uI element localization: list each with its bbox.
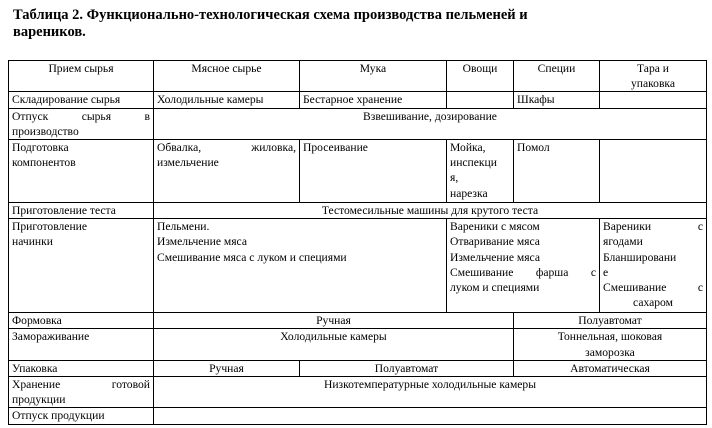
table-cell: Ручная — [154, 313, 514, 329]
row-label-text: продукции — [12, 393, 66, 407]
table-cell — [447, 140, 514, 203]
cell-text: я, — [450, 171, 459, 185]
table-cell: Шкафы — [514, 92, 600, 108]
row-label: Формовка — [9, 313, 154, 329]
cell-text: Обвалка, жиловка, — [157, 141, 296, 155]
table-cell — [600, 92, 707, 108]
table-cell: Полуавтомат — [514, 313, 707, 329]
table-cell: Низкотемпературные холодильные камеры — [154, 377, 707, 408]
row-label-text: Отпуск сырья в — [12, 109, 150, 123]
cell-text: Тоннельная, шоковая — [557, 330, 663, 344]
header-cell — [600, 61, 707, 92]
table-cell: Холодильные камеры — [154, 92, 300, 108]
header-text: Тара и — [637, 62, 669, 75]
row-label: Замораживание — [9, 329, 154, 360]
header-cell: Специи — [514, 61, 600, 92]
header-cell: Прием сырья — [9, 61, 154, 92]
table-row — [9, 140, 707, 203]
process-scheme-table — [8, 60, 707, 425]
row-label-text: начинки — [12, 235, 53, 249]
table-cell: Тестомесильные машины для крутого теста — [154, 203, 707, 219]
row-label: Складирование сырья — [9, 92, 154, 108]
table-row — [9, 408, 707, 424]
cell-text: луком и специями — [450, 281, 540, 295]
table-cell: Помол — [514, 140, 600, 203]
table-cell: Взвешивание, дозирование — [154, 108, 707, 139]
cell-text: инспекци — [450, 156, 497, 170]
table-cell — [447, 219, 600, 313]
table-row — [9, 329, 707, 360]
table-cell — [600, 140, 707, 203]
header-cell: Мясное сырье — [154, 61, 300, 92]
row-label-text: компонентов — [12, 156, 76, 170]
row-label — [9, 108, 154, 139]
table-title — [13, 7, 703, 41]
cell-text: ягодами — [603, 235, 643, 249]
table-row — [9, 108, 707, 139]
cell-text: Пельмени. — [157, 220, 210, 234]
cell-text: Измельчение мяса — [450, 250, 540, 264]
row-label — [9, 377, 154, 408]
table-row — [9, 360, 707, 376]
table-row — [9, 313, 707, 329]
header-text: упаковка — [630, 77, 676, 91]
table-cell — [154, 140, 300, 203]
row-label-text: Подготовка — [12, 141, 69, 155]
cell-text: Смешивание мяса с луком и специями — [157, 250, 347, 264]
table-cell: Холодильные камеры — [154, 329, 514, 360]
row-label — [9, 140, 154, 203]
table-cell: Автоматическая — [514, 360, 707, 376]
header-cell: Овощи — [447, 61, 514, 92]
cell-text: Измельчение мяса — [157, 235, 247, 249]
table-row-header — [9, 61, 707, 92]
row-label: Упаковка — [9, 360, 154, 376]
title-line-2: вареников. — [13, 24, 86, 40]
table-cell: Бестарное хранение — [300, 92, 447, 108]
table-cell — [514, 329, 707, 360]
table-cell: Просеивание — [300, 140, 447, 203]
cell-text: Смешивание с — [603, 281, 703, 295]
cell-text: Бланшировани — [603, 250, 677, 264]
row-label: Отпуск продукции — [9, 408, 154, 424]
cell-text: Мойка, — [450, 141, 486, 155]
table-row — [9, 92, 707, 108]
table-cell — [447, 92, 514, 108]
row-label-text: производство — [12, 124, 79, 138]
title-line-1: Таблица 2. Функционально-технологическая схема производства пельменей и — [13, 7, 528, 23]
table-cell: Ручная — [154, 360, 300, 376]
table-row — [9, 203, 707, 219]
cell-text: сахаром — [633, 296, 673, 310]
cell-text: Вареники с — [603, 220, 703, 234]
row-label-text: Хранение готовой — [12, 378, 150, 392]
header-cell: Мука — [300, 61, 447, 92]
cell-text: нарезка — [450, 186, 488, 200]
cell-text: Смешивание фарша с — [450, 265, 596, 279]
table-cell — [600, 219, 707, 313]
table-row — [9, 219, 707, 313]
row-label: Приготовление теста — [9, 203, 154, 219]
cell-text: Отваривание мяса — [450, 235, 540, 249]
table-row — [9, 377, 707, 408]
cell-text: измельчение — [157, 156, 219, 170]
row-label-text: Приготовление — [12, 220, 88, 234]
cell-text: заморозка — [585, 345, 635, 359]
cell-text: е — [603, 265, 609, 279]
table-cell — [154, 219, 447, 313]
table-cell — [154, 408, 707, 424]
table-cell: Полуавтомат — [300, 360, 514, 376]
row-label — [9, 219, 154, 313]
cell-text: Вареники с мясом — [450, 220, 540, 234]
